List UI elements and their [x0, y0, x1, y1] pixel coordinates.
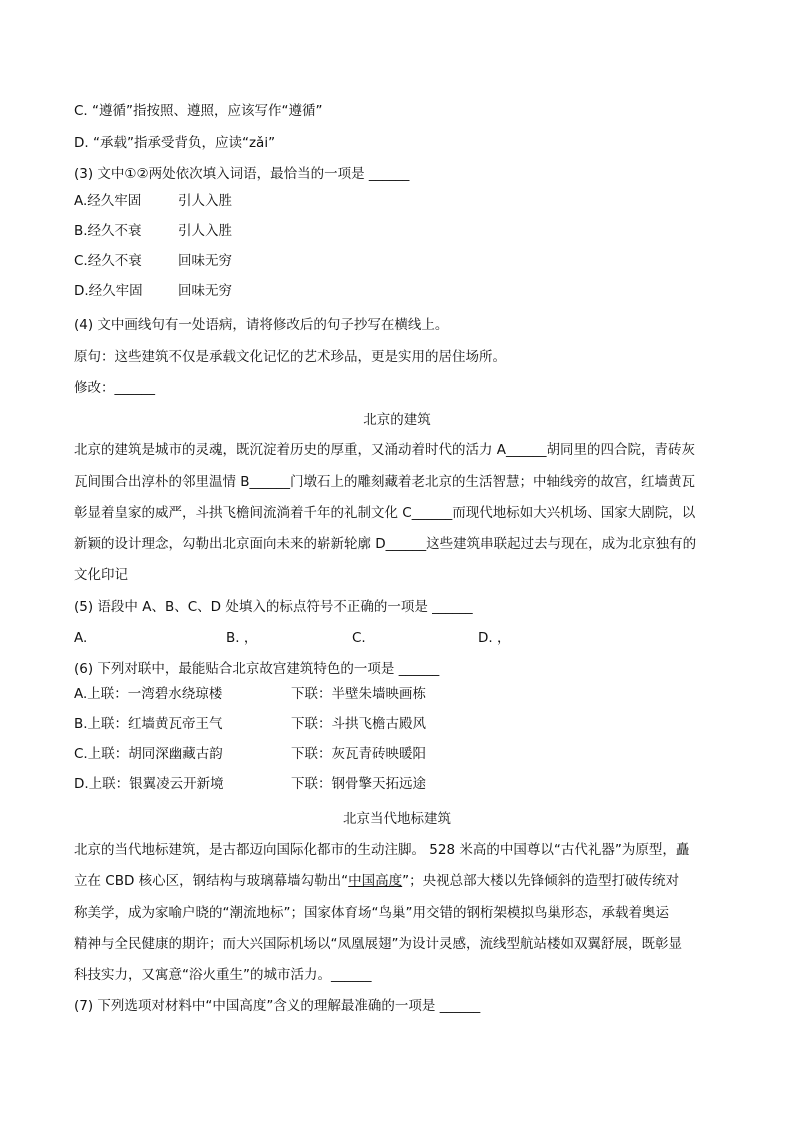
option-c-line: C. “遵循”指按照、遵照，应该写作“遵循” — [74, 103, 323, 119]
q5-option-a: A. — [74, 630, 88, 646]
passage-1-title: 北京的建筑 — [363, 412, 431, 428]
passage-2-text: ”；央视总部大楼以先锋倾斜的造型打破传统对 — [402, 873, 680, 889]
question-3-stem: (3) 文中①②两处依次填入词语，最恰当的一项是 ______ — [74, 166, 410, 182]
q3-option-d: D.经久牢固 — [74, 283, 143, 299]
q4-revision-line: 修改：______ — [74, 380, 155, 396]
q6-option-c-lower: 下联：灰瓦青砖映暖阳 — [291, 746, 426, 762]
question-5-stem: (5) 语段中 A、B、C、D 处填入的标点符号不正确的一项是 ______ — [74, 599, 473, 615]
q3-option-a-b: 引人入胜 — [178, 193, 232, 209]
q3-option-a: A.经久牢固 — [74, 193, 142, 209]
q3-option-c: C.经久不衰 — [74, 253, 142, 269]
passage-2-line: 称美学，成为家喻户晓的“潮流地标”；国家体育场“鸟巢”用交错的钢桁架模拟鸟巢形态，承载着奥运 — [74, 905, 669, 921]
q6-option-a-upper: A.上联：一湾碧水绕琼楼 — [74, 686, 223, 702]
passage-2-line — [74, 871, 679, 891]
q3-option-b: B.经久不衰 — [74, 223, 142, 239]
underlined-phrase: 中国高度 — [348, 873, 403, 889]
q6-option-a-lower: 下联：半壁朱墙映画栋 — [291, 686, 426, 702]
q3-option-b-b: 引人入胜 — [178, 223, 232, 239]
q6-option-b-lower: 下联：斗拱飞檐古殿风 — [291, 716, 426, 732]
passage-2-line: 北京的当代地标建筑，是古都迈向国际化都市的生动注脚。 528 米高的中国尊以“古代礼器”为原型，矗 — [74, 842, 690, 858]
passage-2-text: 立在 CBD 核心区，钢结构与玻璃幕墙勾勒出“ — [74, 873, 349, 889]
passage-2-line: 科技实力，又寓意“浴火重生”的城市活力。______ — [74, 967, 372, 983]
question-7-stem: (7) 下列选项对材料中“中国高度”含义的理解最准确的一项是 ______ — [74, 998, 481, 1014]
q6-option-d-lower: 下联：钢骨擎天拓远途 — [291, 776, 426, 792]
passage-2-line: 精神与全民健康的期许；而大兴国际机场以“凤凰展翅”为设计灵感，流线型航站楼如双翼舒展，既彰显 — [74, 936, 682, 952]
option-d-line: D. “承载”指承受背负，应读“zǎi” — [74, 135, 276, 151]
q3-option-d-b: 回味无穷 — [178, 283, 232, 299]
q6-option-c-upper: C.上联：胡同深幽藏古韵 — [74, 746, 223, 762]
q5-option-b: B. ， — [226, 630, 258, 646]
passage-1-line: 新颖的设计理念，勾勒出北京面向未来的崭新轮廓 D______这些建筑串联起过去与现在，成为北京独有的 — [74, 536, 697, 552]
q5-option-c: C. — [352, 630, 366, 646]
q5-option-d: D. ， — [478, 630, 511, 646]
q4-original-sentence: 原句：这些建筑不仅是承载文化记忆的艺术珍品，更是实用的居住场所。 — [74, 349, 506, 365]
passage-1-line: 瓦间围合出淳朴的邻里温情 B______门墩石上的雕刻藏着老北京的生活智慧；中轴线旁的故宫，红墙黄瓦 — [74, 474, 696, 490]
passage-1-line: 彰显着皇家的威严，斗拱飞檐间流淌着千年的礼制文化 C______而现代地标如大兴机场、国家大剧院，以 — [74, 505, 696, 521]
q6-option-b-upper: B.上联：红墙黄瓦帝王气 — [74, 716, 223, 732]
passage-1-line: 文化印记 — [74, 567, 128, 583]
q3-option-c-b: 回味无穷 — [178, 253, 232, 269]
question-4-stem: (4) 文中画线句有一处语病，请将修改后的句子抄写在横线上。 — [74, 317, 449, 333]
q6-option-d-upper: D.上联：银翼凌云开新境 — [74, 776, 224, 792]
passage-1-line: 北京的建筑是城市的灵魂，既沉淀着历史的厚重，又涌动着时代的活力 A______胡同里的四合院，青砖灰 — [74, 442, 696, 458]
question-6-stem: (6) 下列对联中，最能贴合北京故宫建筑特色的一项是 ______ — [74, 661, 440, 677]
passage-2-title: 北京当代地标建筑 — [343, 811, 451, 827]
